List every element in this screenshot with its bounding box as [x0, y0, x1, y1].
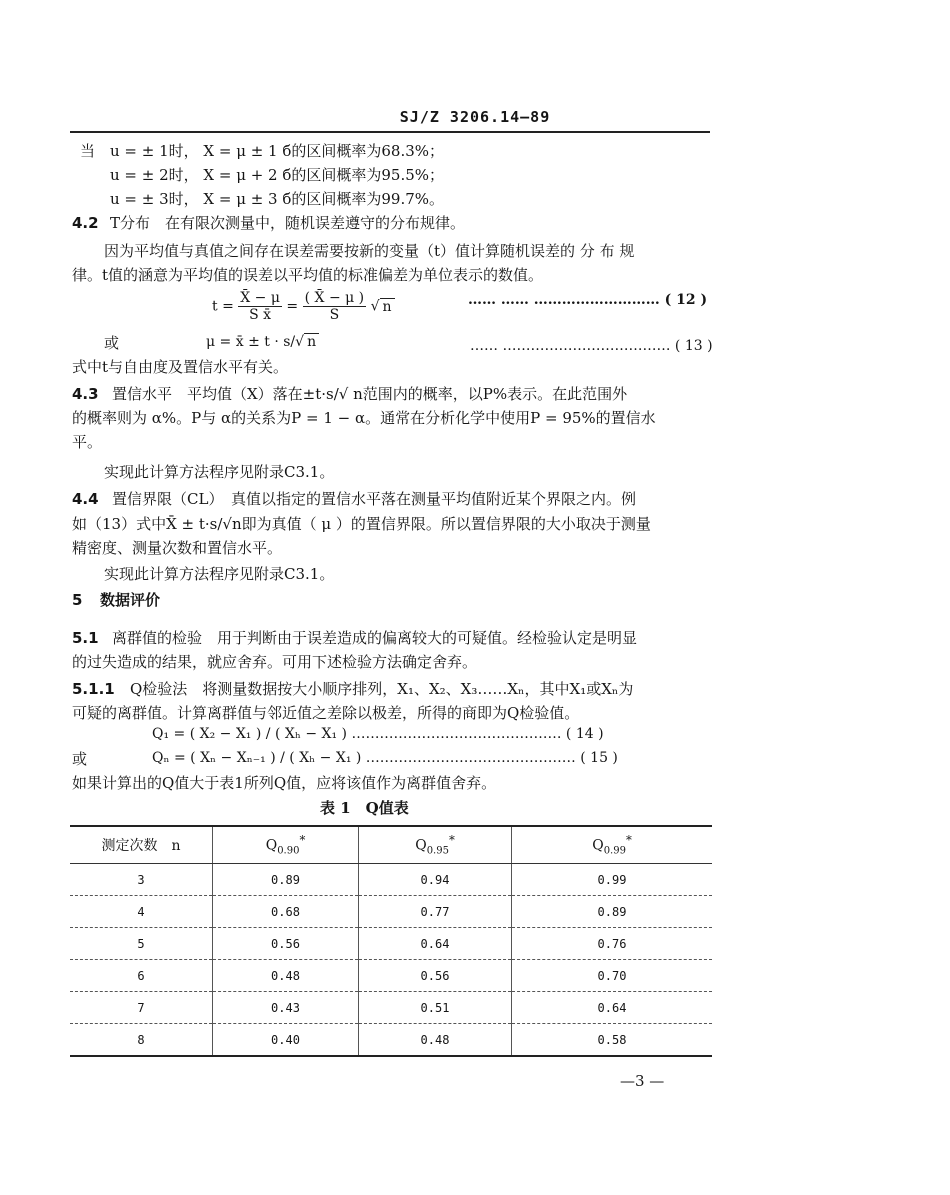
eq12-equals: =	[286, 298, 299, 315]
table-row	[70, 1024, 712, 1057]
header-q095: $Q_{0.95}^*$	[359, 826, 512, 864]
sqrt-icon: √	[370, 298, 380, 315]
eq15-or: 或	[72, 750, 88, 768]
table-cell: 0.48	[213, 960, 359, 992]
s43-para3: 平。	[72, 433, 103, 451]
eq12-denominator1: S x̄	[249, 307, 272, 323]
table-cell: 0.48	[359, 1024, 512, 1057]
s41-line3: u = ± 3时， X = μ ± 3 б的区间概率为99.7%。	[110, 190, 445, 208]
table-row	[70, 960, 712, 992]
s43-para2: 的概率则为 α%。P与 α的关系为P = 1 − α。通常在分析化学中使用P = 95%的置信水	[72, 409, 656, 427]
eq12-dots: …… …… ……………………… ( 12 )	[468, 292, 708, 308]
s511-para3: 如果计算出的Q值大于表1所列Q值，应将该值作为离群值舍弃。	[72, 774, 497, 792]
s511-para2: 可疑的离群值。计算离群值与邻近值之差除以极差，所得的商即为Q检验值。	[72, 704, 580, 722]
s5-title: 数据评价	[100, 591, 161, 609]
table-cell: 0.56	[213, 928, 359, 960]
s44-para2: 如（13）式中X̄ ± t·s/√n即为真值（ μ ）的置信界限。所以置信界限的大小取决于测量	[72, 515, 651, 533]
table-cell: 5	[70, 928, 213, 960]
s51-number: 5.1	[72, 629, 99, 647]
s43-para1: 置信水平 平均值（X）落在±t·s/√ n范围内的概率，以P%表示。在此范围外	[112, 385, 628, 403]
s43-para4: 实现此计算方法程序见附录C3.1。	[104, 463, 335, 481]
table-cell: 6	[70, 960, 213, 992]
table-cell: 0.99	[512, 864, 713, 896]
table-row	[70, 896, 712, 928]
s41-line1: u = ± 1时， X = μ ± 1 б的区间概率为68.3%；	[110, 142, 445, 160]
s5-number: 5	[72, 591, 83, 609]
table-cell: 0.89	[512, 896, 713, 928]
header-rule	[70, 131, 710, 133]
s44-para3: 精密度、测量次数和置信水平。	[72, 539, 283, 557]
table-cell: 0.64	[359, 928, 512, 960]
eq12-frac1	[238, 290, 282, 323]
table-cell: 0.51	[359, 992, 512, 1024]
s43-number: 4.3	[72, 385, 99, 403]
s42-heading: T分布 在有限次测量中，随机误差遵守的分布规律。	[110, 214, 466, 232]
s42-para3: 式中t与自由度及置信水平有关。	[72, 358, 289, 376]
table-cell: 0.58	[512, 1024, 713, 1057]
table-cell: 0.43	[213, 992, 359, 1024]
table-cell: 0.64	[512, 992, 713, 1024]
eq13-sqrt-arg: n	[304, 333, 319, 350]
table-cell: 8	[70, 1024, 213, 1057]
s41-lead: 当	[80, 142, 96, 160]
header-q099: $Q_{0.99}^*$	[512, 826, 713, 864]
eq12-denominator2: S	[329, 307, 340, 323]
eq12-numerator1: X̄ − μ	[240, 290, 280, 306]
table-cell: 4	[70, 896, 213, 928]
equation-13	[206, 334, 319, 350]
table-row	[70, 928, 712, 960]
s42-number: 4.2	[72, 214, 99, 232]
eq12-lhs: t =	[212, 298, 234, 315]
s41-line2: u = ± 2时， X = μ + 2 б的区间概率为95.5%；	[110, 166, 445, 184]
table-cell: 7	[70, 992, 213, 1024]
table-cell: 0.68	[213, 896, 359, 928]
eq13-or: 或	[104, 334, 120, 352]
table-cell: 0.76	[512, 928, 713, 960]
s51-para1: 离群值的检验 用于判断由于误差造成的偏离较大的可疑值。经检验认定是明显	[112, 629, 638, 647]
equation-14: Q₁ = ( X₂ − X₁ ) / ( Xₕ − X₁ ) ……………………………………… ( 14 )	[152, 726, 604, 742]
table-row	[70, 864, 712, 896]
table-cell: 0.56	[359, 960, 512, 992]
equation-15: Qₙ = ( Xₙ − Xₙ₋₁ ) / ( Xₕ − X₁ ) ……………………………………… ( 15 )	[152, 750, 618, 766]
document-code-header: SJ/Z 3206.14—89	[399, 108, 551, 126]
table-row	[70, 992, 712, 1024]
table-cell: 0.70	[512, 960, 713, 992]
s44-para4: 实现此计算方法程序见附录C3.1。	[104, 565, 335, 583]
eq12-numerator2: ( X̄ − μ )	[304, 290, 365, 306]
table-caption: 表 1 Q值表	[320, 799, 409, 817]
s42-para1: 因为平均值与真值之间存在误差需要按新的变量（t）值计算随机误差的 分 布 规	[104, 242, 635, 260]
s42-para2: 律。t值的涵意为平均值的误差以平均值的标准偏差为单位表示的数值。	[72, 266, 544, 284]
eq12-frac2	[303, 290, 367, 323]
eq13-dots: …… ……………………………… ( 13 )	[470, 338, 713, 354]
table-cell: 0.94	[359, 864, 512, 896]
header-n: 测定次数 n	[70, 826, 213, 864]
eq13-body: μ = x̄ ± t · s/√	[206, 334, 305, 350]
s511-number: 5.1.1	[72, 680, 115, 698]
table-cell: 0.77	[359, 896, 512, 928]
page-number: —3 —	[620, 1072, 665, 1090]
table-cell: 3	[70, 864, 213, 896]
eq12-sqrt-arg: n	[380, 298, 395, 315]
s511-para1: Q检验法 将测量数据按大小顺序排列，X₁、X₂、X₃……Xₙ，其中X₁或Xₙ为	[130, 680, 634, 698]
table-cell: 0.40	[213, 1024, 359, 1057]
q-value-table	[70, 825, 712, 1057]
equation-12	[212, 290, 395, 323]
table-header-row	[70, 826, 712, 864]
s51-para2: 的过失造成的结果，就应舍弃。可用下述检验方法确定舍弃。	[72, 653, 478, 671]
s44-number: 4.4	[72, 490, 99, 508]
table-cell: 0.89	[213, 864, 359, 896]
s44-para1: 置信界限（CL） 真值以指定的置信水平落在测量平均值附近某个界限之内。例	[112, 490, 636, 508]
header-q090: $Q_{0.90}^*$	[213, 826, 359, 864]
